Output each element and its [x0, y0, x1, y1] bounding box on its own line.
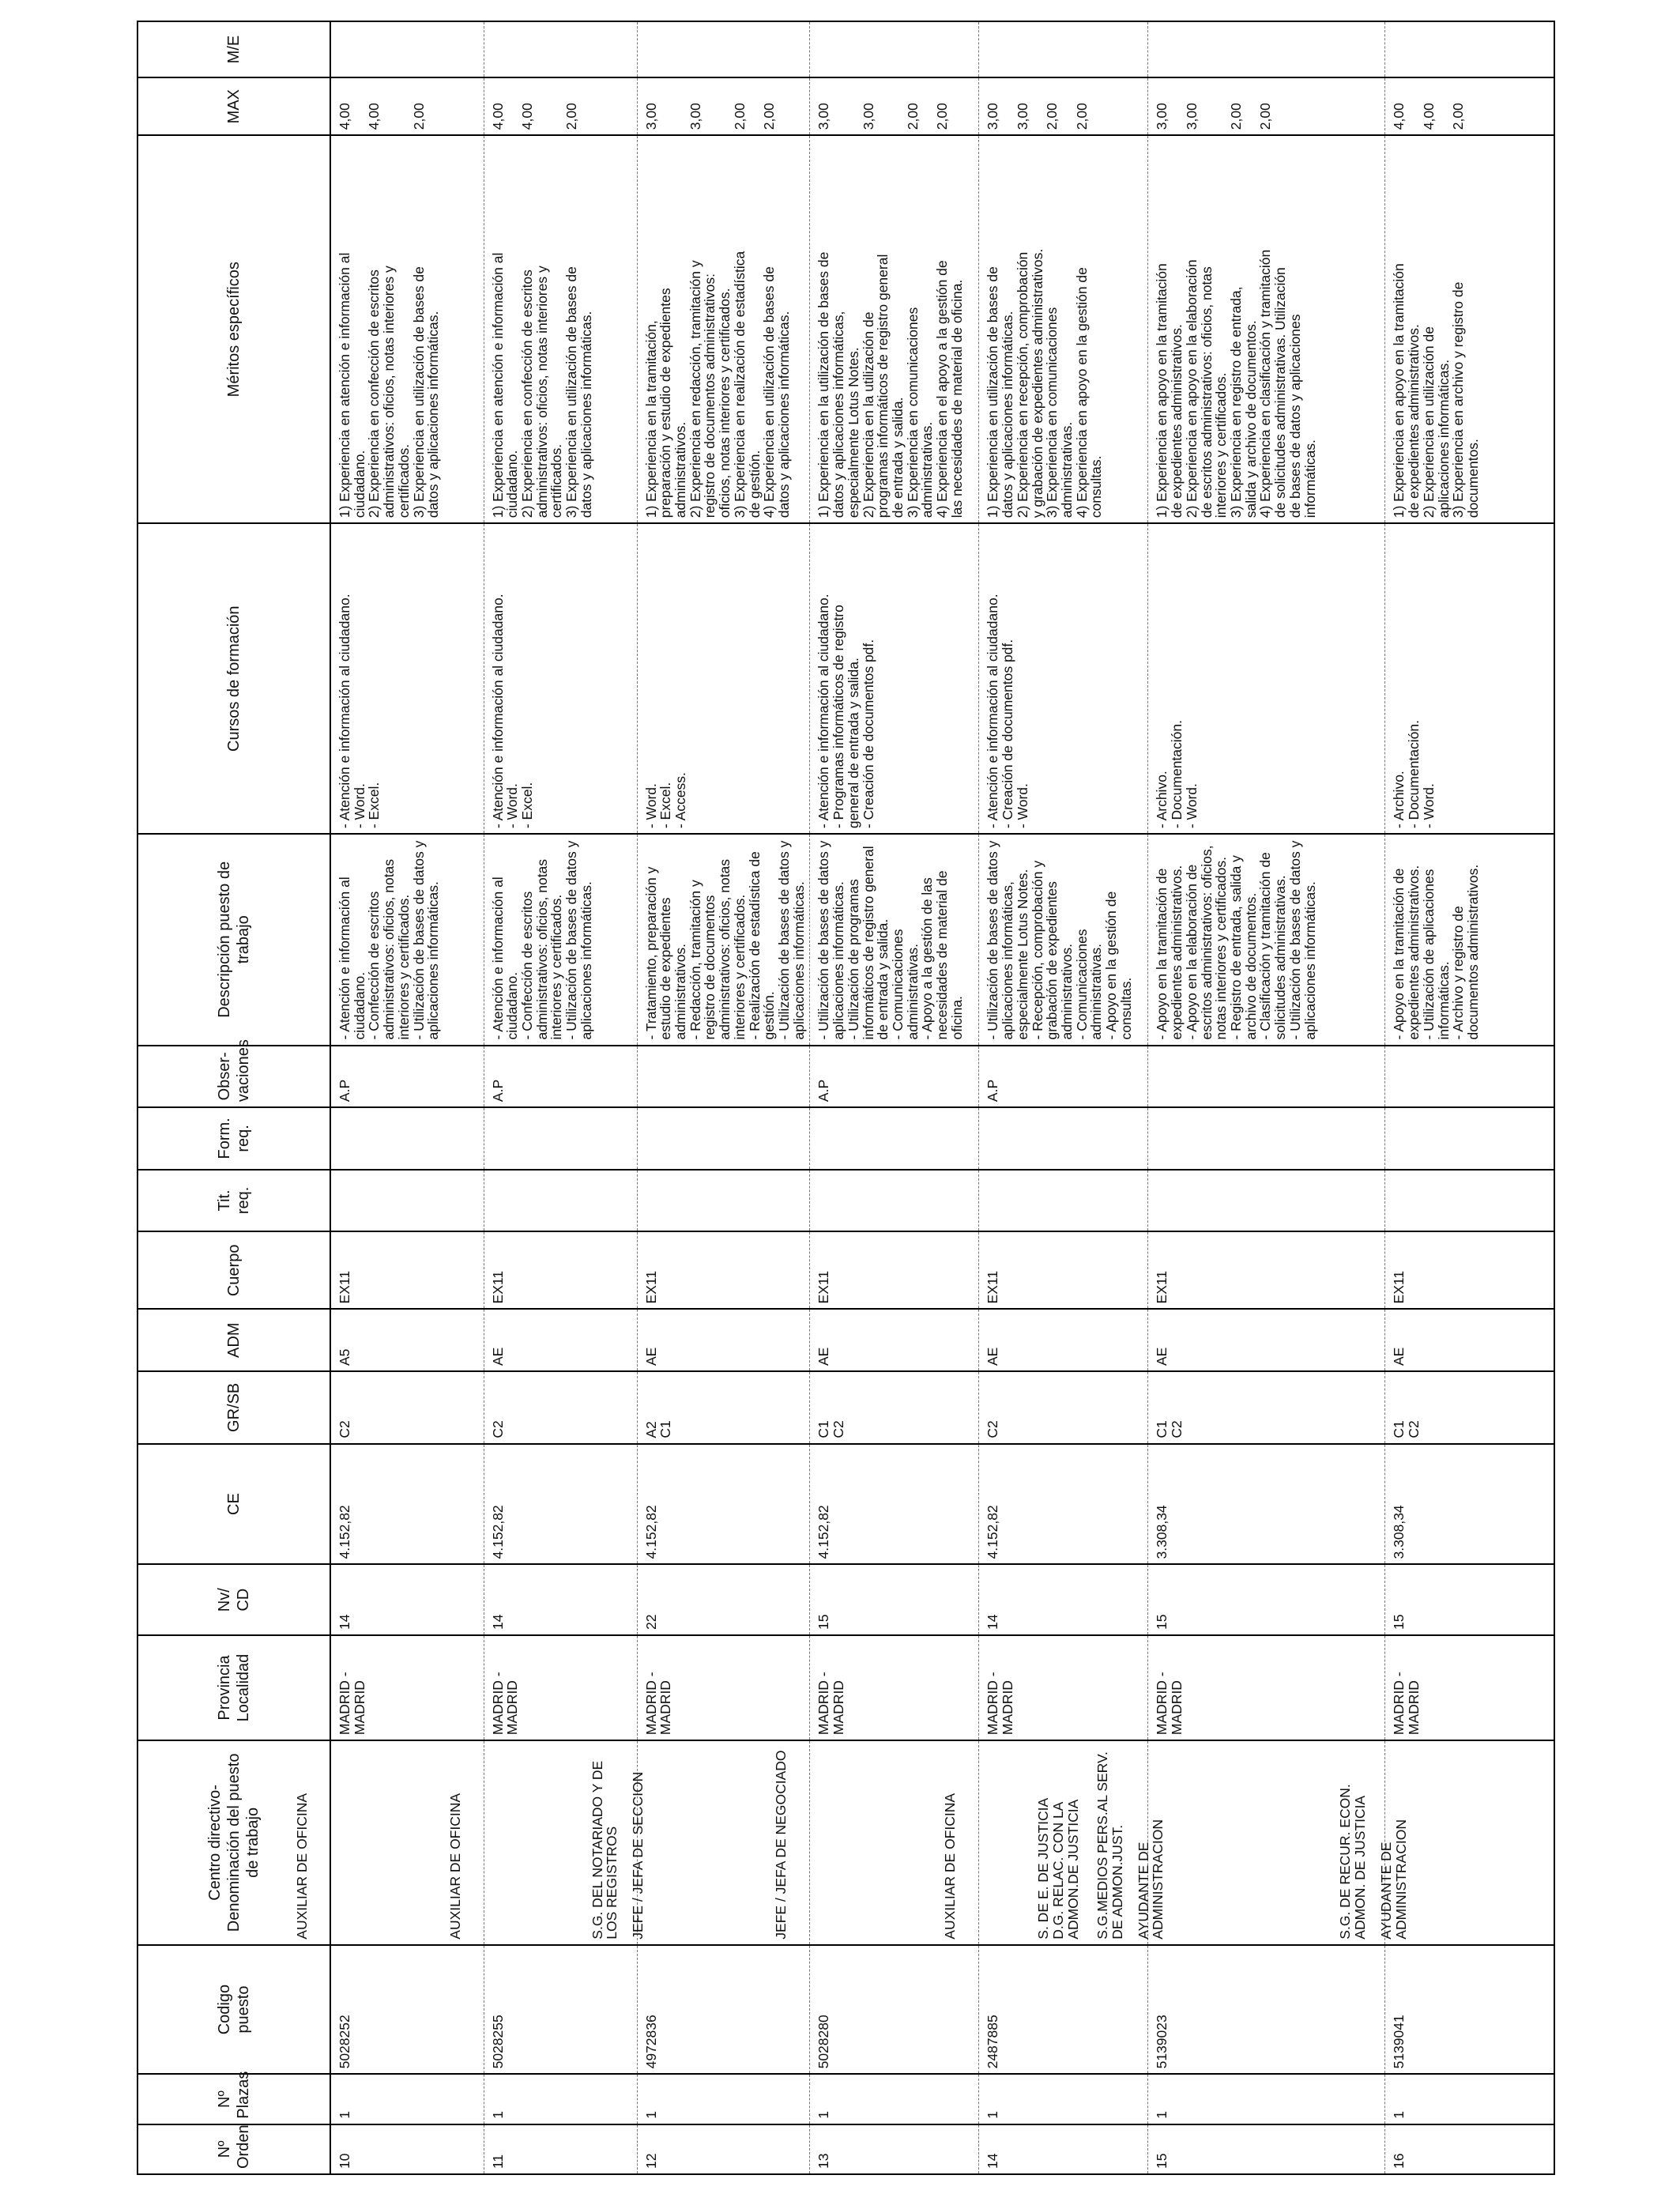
header-centro: Centro directivo- Denominación del puesto de trabajo	[137, 1740, 330, 1945]
position-name: AYUDANTE DE ADMINISTRACION	[1135, 1819, 1166, 1940]
cell-nv: 14	[979, 1564, 1148, 1634]
cell-codigo: 5139023	[1148, 1945, 1385, 2075]
cell-cursos: - Archivo. - Documentación. - Word.	[1385, 523, 1554, 834]
header-adm: ADM	[137, 1309, 330, 1371]
cell-meritos: 1) Experiencia en utilización de bases de datos y aplicaciones informáticas. 2) Experiencia en recepción, comprobación y grabación de expedientes administrativos. 3) Experiencia en comunicaciones administrativas. 4) Experiencia en apoyo en la gestión de consultas.	[979, 135, 1148, 523]
cell-max: 3,00 3,00 2,00 2,00	[810, 77, 979, 135]
cell-adm: AE	[637, 1309, 810, 1371]
cell-obs	[1148, 1046, 1385, 1108]
cell-cursos: - Atención e información al ciudadano. - Word. - Excel.	[330, 523, 484, 834]
cell-obs: A.P	[979, 1046, 1148, 1108]
cell-gr: C1 C2	[1385, 1371, 1554, 1444]
cell-provincia: MADRID - MADRID	[484, 1635, 637, 1740]
cell-max: 4,00 4,00 2,00	[1385, 77, 1554, 135]
header-nv: Nv/ CD	[137, 1564, 330, 1634]
header-codigo: Codigo puesto	[137, 1945, 330, 2075]
cell-tit	[810, 1170, 979, 1232]
cell-nv: 15	[810, 1564, 979, 1634]
cell-cuerpo: EX11	[810, 1231, 979, 1309]
section-heading: S. DE E. DE JUSTICIA D.G. RELAC. CON LA ADMON.DE JUSTICIA S.G.MEDIOS PERS.AL SERV. DE ADMON.JUST.	[1035, 1751, 1125, 1940]
header-ce: CE	[137, 1444, 330, 1565]
section-heading: S.G. DEL NOTARIADO Y DE LOS REGISTROS	[589, 1760, 620, 1940]
position-name: AUXILIAR DE OFICINA	[294, 1793, 310, 1940]
cell-orden: 14	[979, 2124, 1148, 2174]
header-tit: Tit. req.	[137, 1170, 330, 1232]
table-row	[1385, 21, 1554, 2174]
cell-ce: 4.152,82	[484, 1444, 637, 1565]
cell-meritos: 1) Experiencia en la utilización de bases de datos y aplicaciones informáticas, especialmente Lotus Notes. 2) Experiencia en la utilización de programas informáticos de registro general de entrada y salida. 3) Experiencia en comunicaciones administrativas. 4) Experiencia en el apoyo a la gestión de las necesidades de material de oficina.	[810, 135, 979, 523]
cell-provincia: MADRID - MADRID	[979, 1635, 1148, 1740]
position-name: AUXILIAR DE OFICINA	[446, 1793, 463, 1940]
cell-desc: - Atención e información al ciudadano. - Confección de escritos administrativos: oficios, notas interiores y certificados. - Utilización de bases de datos y aplicaciones informáticas.	[484, 834, 637, 1045]
header-meritos: Méritos específicos	[137, 135, 330, 523]
cell-me	[637, 21, 810, 77]
cell-gr: C1 C2	[1148, 1371, 1385, 1444]
cell-obs	[637, 1046, 810, 1108]
cell-obs: A.P	[810, 1046, 979, 1108]
cell-plazas: 1	[979, 2074, 1148, 2124]
cell-obs: A.P	[330, 1046, 484, 1108]
cell-centro	[1337, 1740, 1554, 1945]
header-desc: Descripción puesto de trabajo	[137, 834, 330, 1045]
cell-orden: 10	[330, 2124, 484, 2174]
cell-orden: 13	[810, 2124, 979, 2174]
cell-codigo: 5028252	[330, 1945, 484, 2075]
cell-orden: 12	[637, 2124, 810, 2174]
cell-desc: - Apoyo en la tramitación de expedientes administrativos. - Utilización de aplicaciones informáticas. - Archivo y registro de documentos administrativos.	[1385, 834, 1554, 1045]
cell-cuerpo: EX11	[979, 1231, 1148, 1309]
cell-tit	[979, 1170, 1148, 1232]
header-gr: GR/SB	[137, 1371, 330, 1444]
cell-obs	[1385, 1046, 1554, 1108]
cell-me	[484, 21, 637, 77]
cell-desc: - Atención e información al ciudadano. - Confección de escritos administrativos: oficios, notas interiores y certificados. - Utilización de bases de datos y aplicaciones informáticas.	[330, 834, 484, 1045]
cell-tit	[330, 1170, 484, 1232]
cell-meritos: 1) Experiencia en apoyo en la tramitación de expedientes administrativos. 2) Experiencia en apoyo en la elaboración de escritos administrativos: oficios, notas interiores y certificados. 3) Experiencia en registro de entrada, salida y archivo de documentos. 4) Experiencia en clasificación y tramitación de solicitudes administrativas. Utilización de bases de datos y aplicaciones informáticas.	[1148, 135, 1385, 523]
rotated-page	[137, 21, 1504, 2175]
cell-gr: C1 C2	[810, 1371, 979, 1444]
cell-codigo: 5139041	[1385, 1945, 1554, 2075]
cell-nv: 22	[637, 1564, 810, 1634]
cell-cuerpo: EX11	[1148, 1231, 1385, 1309]
cell-nv: 14	[330, 1564, 484, 1634]
cell-plazas: 1	[484, 2074, 637, 2124]
header-form: Form. req.	[137, 1107, 330, 1170]
cell-ce: 4.152,82	[810, 1444, 979, 1565]
cell-cuerpo: EX11	[330, 1231, 484, 1309]
cell-provincia: MADRID - MADRID	[1385, 1635, 1554, 1740]
cell-plazas: 1	[1385, 2074, 1554, 2124]
cell-provincia: MADRID - MADRID	[637, 1635, 810, 1740]
cell-adm: AE	[1385, 1309, 1554, 1371]
cell-me	[330, 21, 484, 77]
cell-cuerpo: EX11	[484, 1231, 637, 1309]
positions-table	[137, 21, 1555, 2175]
cell-form	[484, 1107, 637, 1170]
cell-adm: AE	[484, 1309, 637, 1371]
cell-nv: 15	[1385, 1564, 1554, 1634]
cell-nv: 15	[1148, 1564, 1385, 1634]
cell-obs: A.P	[484, 1046, 637, 1108]
header-cursos: Cursos de formación	[137, 523, 330, 834]
cell-form	[1385, 1107, 1554, 1170]
cell-desc: - Utilización de bases de datos y aplicaciones informáticas, especialmente Lotus Notes. - Recepción, comprobación y grabación de expedientes administrativos. - Comunicaciones administrativas. - Apoyo en la gestión de consultas.	[979, 834, 1148, 1045]
cell-max: 4,00 4,00 2,00	[484, 77, 637, 135]
cell-tit	[637, 1170, 810, 1232]
cell-cuerpo: EX11	[637, 1231, 810, 1309]
cell-nv: 14	[484, 1564, 637, 1634]
cell-me	[1148, 21, 1385, 77]
cell-form	[1148, 1107, 1385, 1170]
cell-adm: AE	[810, 1309, 979, 1371]
cell-form	[637, 1107, 810, 1170]
cell-me	[1385, 21, 1554, 77]
cell-ce: 3.308,34	[1148, 1444, 1385, 1565]
cell-codigo: 5028255	[484, 1945, 637, 2075]
cell-cursos: - Atención e información al ciudadano. - Word. - Excel.	[484, 523, 637, 834]
cell-cursos: - Atención e información al ciudadano. - Programas informáticos de registro general de entrada y salida. - Creación de documentos pdf.	[810, 523, 979, 834]
cell-orden: 15	[1148, 2124, 1385, 2174]
cell-codigo: 2487885	[979, 1945, 1148, 2075]
cell-codigo: 5028280	[810, 1945, 979, 2075]
cell-gr: C2	[330, 1371, 484, 1444]
cell-ce: 4.152,82	[330, 1444, 484, 1565]
cell-gr: C2	[484, 1371, 637, 1444]
cell-max: 4,00 4,00 2,00	[330, 77, 484, 135]
cell-max: 3,00 3,00 2,00 2,00	[637, 77, 810, 135]
cell-meritos: 1) Experiencia en atención e información al ciudadano. 2) Experiencia en confección de escritos administrativos: oficios, notas interiores y certificados. 3) Experiencia en utilización de bases de datos y aplicaciones informáticas.	[330, 135, 484, 523]
cell-desc: - Apoyo en la tramitación de expedientes administrativos. - Apoyo en la elaboración de escritos administrativos: oficios, notas interiores y certificados. - Registro de entrada, salida y archivo de documentos. - Clasificación y tramitación de solicitudes administrativas. - Utilización de bases de datos y aplicaciones informáticas.	[1148, 834, 1385, 1045]
cell-cursos: - Archivo. - Documentación. - Word.	[1148, 523, 1385, 834]
cell-tit	[484, 1170, 637, 1232]
cell-max: 3,00 3,00 2,00 2,00	[1148, 77, 1385, 135]
cell-me	[810, 21, 979, 77]
cell-adm: A5	[330, 1309, 484, 1371]
cell-desc: - Tratamiento, preparación y estudio de expedientes administrativos. - Redacción, tramitación y registro de documentos administrativos: oficios, notas interiores y certificados. - Realización de estadística de gestión. - Utilización de bases de datos y aplicaciones informáticas.	[637, 834, 810, 1045]
cell-cuerpo: EX11	[1385, 1231, 1554, 1309]
cell-cursos: - Atención e información al ciudadano. - Creación de documentos pdf. - Word.	[979, 523, 1148, 834]
cell-codigo: 4972836	[637, 1945, 810, 2075]
header-provincia: Provincia Localidad	[137, 1635, 330, 1740]
cell-meritos: 1) Experiencia en apoyo en la tramitación de expedientes administrativos. 2) Experiencia en utilización de aplicaciones informáticas. 3) Experiencia en archivo y registro de documentos.	[1385, 135, 1554, 523]
cell-desc: - Utilización de bases de datos y aplicaciones informáticas. - Utilización de programas informáticos de registro general de entrada y salida. - Comunicaciones administrativas. - Apoyo a la gestión de las necesidades de material de oficina.	[810, 834, 979, 1045]
cell-tit	[1385, 1170, 1554, 1232]
cell-ce: 3.308,34	[1385, 1444, 1554, 1565]
cell-plazas: 1	[810, 2074, 979, 2124]
cell-meritos: 1) Experiencia en la tramitación, preparación y estudio de expedientes administrativos. 2) Experiencia en redacción, tramitación y registro de documentos administrativos: oficios, notas interiores y certificados. 3) Experiencia en realización de estadística de gestión. 4) Experiencia en utilización de bases de datos y aplicaciones informáticas.	[637, 135, 810, 523]
header-plazas: Nº Plazas	[137, 2074, 330, 2124]
cell-form	[979, 1107, 1148, 1170]
position-name: JEFE / JEFA DE SECCION	[629, 1771, 646, 1940]
cell-plazas: 1	[637, 2074, 810, 2124]
cell-meritos: 1) Experiencia en atención e información al ciudadano. 2) Experiencia en confección de escritos administrativos: oficios, notas interiores y certificados. 3) Experiencia en utilización de bases de datos y aplicaciones informáticas.	[484, 135, 637, 523]
position-name: AYUDANTE DE ADMINISTRACION	[1377, 1819, 1409, 1940]
section-heading: S.G. DE RECUR. ECON. ADMON. DE JUSTICIA	[1337, 1784, 1369, 1940]
cell-ce: 4.152,82	[637, 1444, 810, 1565]
cell-form	[810, 1107, 979, 1170]
cell-gr: A2 C1	[637, 1371, 810, 1444]
cell-adm: AE	[979, 1309, 1148, 1371]
cell-adm: AE	[1148, 1309, 1385, 1371]
cell-cursos: - Word. - Excel. - Access.	[637, 523, 810, 834]
cell-ce: 4.152,82	[979, 1444, 1148, 1565]
header-me: M/E	[137, 21, 330, 77]
cell-form	[330, 1107, 484, 1170]
cell-me	[979, 21, 1148, 77]
cell-max: 3,00 3,00 2,00 2,00	[979, 77, 1148, 135]
cell-provincia: MADRID - MADRID	[810, 1635, 979, 1740]
cell-orden: 16	[1385, 2124, 1554, 2174]
cell-provincia: MADRID - MADRID	[330, 1635, 484, 1740]
cell-provincia: MADRID - MADRID	[1148, 1635, 1385, 1740]
header-cuerpo: Cuerpo	[137, 1231, 330, 1309]
cell-plazas: 1	[1148, 2074, 1385, 2124]
position-name: AUXILIAR DE OFICINA	[942, 1793, 959, 1940]
cell-gr: C2	[979, 1371, 1148, 1444]
header-obs: Obser- vaciones	[137, 1046, 330, 1108]
cell-tit	[1148, 1170, 1385, 1232]
header-orden: Nº Orden	[137, 2124, 330, 2174]
cell-orden: 11	[484, 2124, 637, 2174]
header-max: MAX	[137, 77, 330, 135]
cell-plazas: 1	[330, 2074, 484, 2124]
position-name: JEFE / JEFA DE NEGOCIADO	[773, 1750, 789, 1940]
